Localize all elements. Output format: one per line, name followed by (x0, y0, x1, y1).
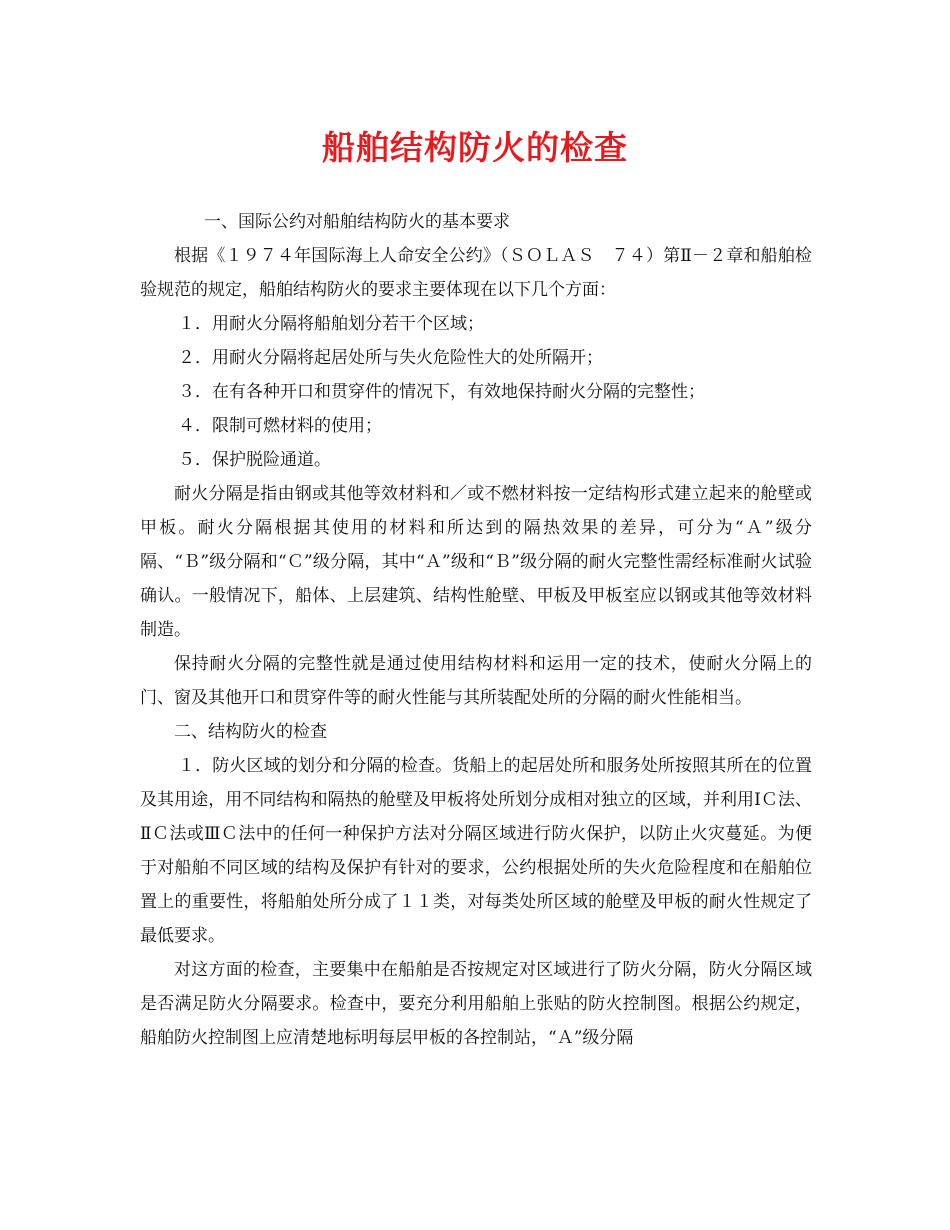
list-item: ４．限制可燃材料的使用； (178, 416, 382, 436)
body-paragraph: 耐火分隔是指由钢或其他等效材料和／或不燃材料按一定结构形式建立起来的舱壁或甲板。耐火分隔根据其使用的材料和所达到的隔热效果的差异，可分为“Ａ”级分隔、“Ｂ”级分隔和“Ｃ”级分隔，其中“Ａ”级和“Ｂ”级分隔的耐火完整性需经标准耐火试验确认。一般情况下，船体、上层建筑、结构性舱壁、甲板及甲板室应以钢或其他等效材料制造。 (140, 484, 812, 640)
body-paragraph: 对这方面的检查，主要集中在船舶是否按规定对区域进行了防火分隔，防火分隔区域是否满足防火分隔要求。检查中，要充分利用船舶上张贴的防火控制图。根据公约规定，船舶防火控制图上应清楚地标明每层甲板的各控制站，“Ａ”级分隔 (140, 960, 812, 1048)
body-paragraph: 根据《１９７４年国际海上人命安全公约》（ＳＯＬＡＳ ７４）第Ⅱ－２章和船舶检验规范的规定，船舶结构防火的要求主要体现在以下几个方面： (140, 246, 812, 300)
body-paragraph: 保持耐火分隔的完整性就是通过使用结构材料和运用一定的技术，使耐火分隔上的门、窗及其他开口和贯穿件等的耐火性能与其所装配处所的分隔的耐火性能相当。 (140, 654, 812, 708)
section-heading: 二、结构防火的检查 (174, 722, 327, 742)
document-body (140, 205, 812, 1055)
page-title: 船舶结构防火的检查 (322, 128, 628, 167)
list-item: ２．用耐火分隔将起居处所与失火危险性大的处所隔开； (178, 348, 603, 368)
list-item: ５．保护脱险通道。 (178, 450, 331, 470)
list-item: １．防火区域的划分和分隔的检查。货船上的起居处所和服务处所按照其所在的位置及其用途，用不同结构和隔热的舱壁及甲板将处所划分成相对独立的区域，并利用ⅠＣ法、ⅡＣ法或ⅢＣ法中的任何一种保护方法对分隔区域进行防火保护，以防止火灾蔓延。为便于对船舶不同区域的结构及保护有针对的要求，公约根据处所的失火危险程度和在船舶位置上的重要性，将船舶处所分成了１１类，对每类处所区域的舱壁及甲板的耐火性规定了最低要求。 (140, 756, 812, 946)
section-heading: 一、国际公约对船舶结构防火的基本要求 (204, 212, 510, 232)
list-item: ３．在有各种开口和贯穿件的情况下，有效地保持耐火分隔的完整性； (178, 382, 705, 402)
list-item: １．用耐火分隔将船舶划分若干个区域； (178, 314, 484, 334)
